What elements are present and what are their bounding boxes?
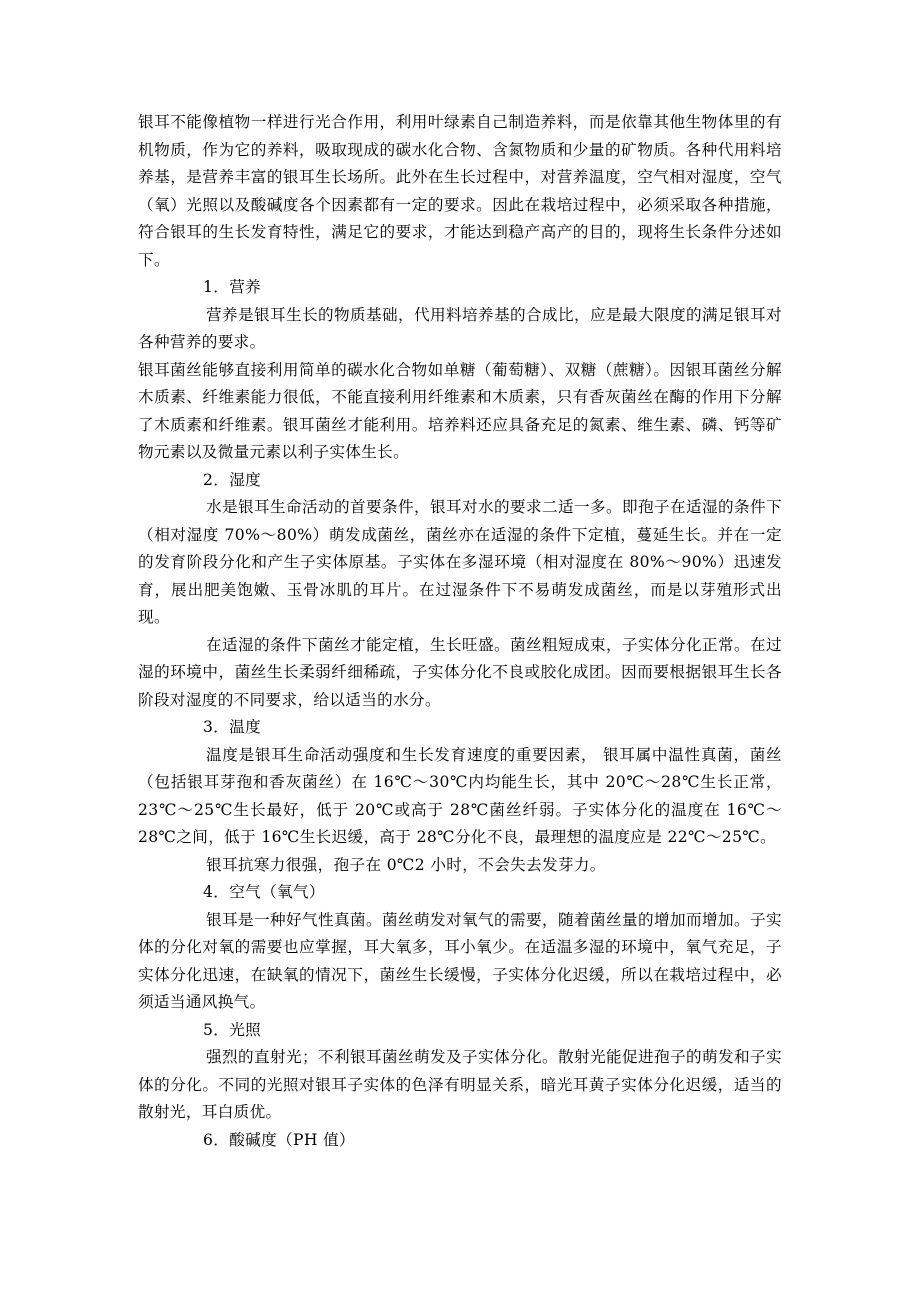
humidity-paragraph-2: 在适湿的条件下菌丝才能定植，生长旺盛。菌丝粗短成束，子实体分化正常。在过湿的环境中，菌丝生长柔弱纤细稀疏，子实体分化不良或胶化成团。因而要根据银耳生长各阶段对湿度的不同要求，给以适当的水分。 xyxy=(138,635,782,709)
section-heading-ph: 6．酸碱度（PH 值） xyxy=(203,1130,355,1149)
temperature-paragraph-1: 温度是银耳生命活动强度和生长发育速度的重要因素， 银耳属中温性真菌，菌丝（包括银耳芽孢和香灰菌丝）在 16℃～30℃内均能生长，其中 20℃～28℃生长正常，23℃～25℃生长最好，低于 20℃或高于 28℃菌丝纤弱。子实体分化的温度在 16℃～28℃之间，低于 16℃生长迟缓，高于 28℃分化不良，最理想的温度应是 22℃～25℃。 xyxy=(138,745,782,846)
section-heading-air: 4．空气（氧气） xyxy=(203,883,325,901)
nutrition-paragraph-1: 营养是银耳生长的物质基础，代用料培养基的合成比，应是最大限度的满足银耳对各种营养的要求。 xyxy=(138,305,782,351)
nutrition-paragraph-2: 银耳菌丝能够直接利用简单的碳水化合物如单糖（葡萄糖）、双糖（蔗糖）。因银耳菌丝分解木质素、纤维素能力很低，不能直接利用纤维素和木质素，只有香灰菌丝在酶的作用下分解了木质素和纤维素。银耳菌丝才能利用。培养料还应具备充足的氮素、维生素、磷、钙等矿物元素以及微量元素以利子实体生长。 xyxy=(138,360,782,461)
humidity-paragraph-1: 水是银耳生命活动的首要条件，银耳对水的要求二适一多。即孢子在适湿的条件下（相对湿度 70%～80%）萌发成菌丝，菌丝亦在适湿的条件下定植，蔓延生长。并在一定的发育阶段分化和产生子实体原基。子实体在多湿环境（相对湿度在 80%～90%）迅速发育，展出肥美饱嫩、玉骨冰肌的耳片。在过湿条件下不易萌发成菌丝，而是以芽殖形式出现。 xyxy=(138,498,782,626)
air-paragraph-1: 银耳是一种好气性真菌。菌丝萌发对氧气的需要，随着菌丝量的增加而增加。子实体的分化对氧的需要也应掌握，耳大氧多，耳小氧少。在适温多湿的环境中，氧气充足，子实体分化迅速，在缺氧的情况下，菌丝生长缓慢，子实体分化迟缓，所以在栽培过程中，必须适当通风换气。 xyxy=(138,910,782,1011)
section-heading-light: 5．光照 xyxy=(203,1020,262,1039)
temperature-paragraph-2: 银耳抗寒力很强，孢子在 0℃2 小时，不会失去发芽力。 xyxy=(206,855,606,874)
document-page xyxy=(138,109,782,1154)
section-heading-humidity: 2．湿度 xyxy=(203,470,262,489)
section-heading-nutrition: 1．营养 xyxy=(203,278,262,296)
section-heading-temperature: 3．温度 xyxy=(203,718,262,736)
intro-paragraph: 银耳不能像植物一样进行光合作用，利用叶绿素自己制造养料，而是依靠其他生物体里的有机物质，作为它的养料，吸取现成的碳水化合物、含氮物质和少量的矿物质。各种代用料培养基，是营养丰富的银耳生长场所。此外在生长过程中，对营养温度，空气相对湿度，空气（氧）光照以及酸碱度各个因素都有一定的要求。因此在栽培过程中，必须采取各种措施，符合银耳的生长发育特性，满足它的要求，才能达到稳产高产的目的，现将生长条件分述如下。 xyxy=(138,113,782,269)
light-paragraph-1: 强烈的直射光；不利银耳菌丝萌发及子实体分化。散射光能促进孢子的萌发和子实体的分化。不同的光照对银耳子实体的色泽有明显关系，暗光耳黄子实体分化迟缓，适当的散射光，耳白质优。 xyxy=(138,1048,782,1121)
